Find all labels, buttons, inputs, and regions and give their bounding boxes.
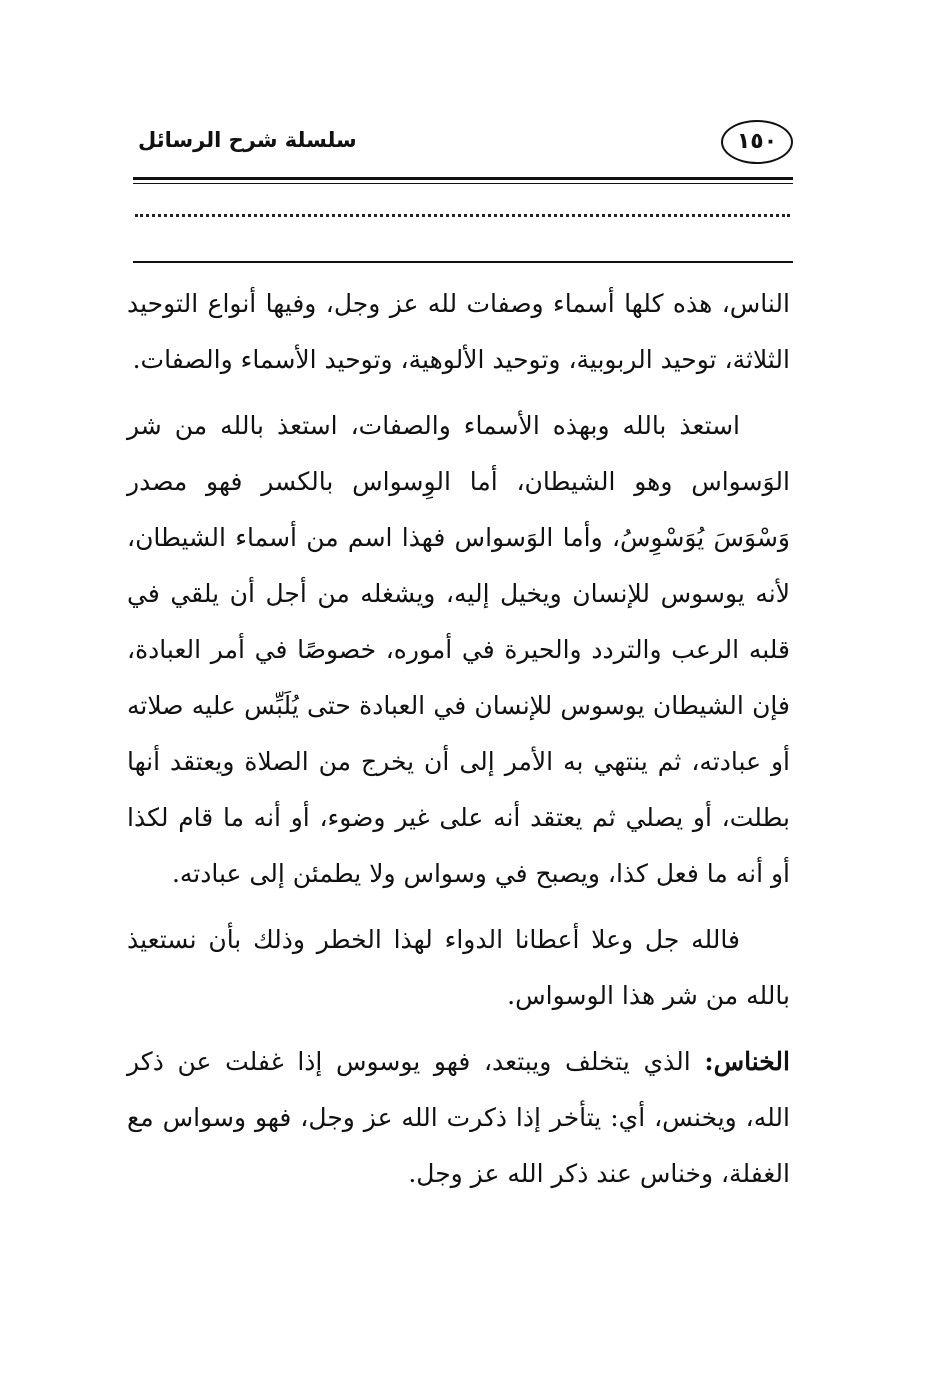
series-title: سلسلة شرح الرسائل	[138, 128, 357, 152]
page-header	[130, 118, 795, 170]
term-khannas: الخناس:	[704, 1047, 790, 1076]
paragraph-3: فالله جل وعلا أعطانا الدواء لهذا الخطر وذلك بأن نستعيذ بالله من شر هذا الوسواس.	[127, 925, 790, 1010]
paragraph-1: الناس، هذه كلها أسماء وصفات لله عز وجل، وفيها أنواع التوحيد الثلاثة، توحيد الربوبية، وتوحيد الألوهية، وتوحيد الأسماء والصفات.	[127, 289, 790, 374]
header-rule-thin	[133, 183, 793, 184]
paragraph-4-text: الذي يتخلف ويبتعد، فهو يوسوس إذا غفلت عن ذكر الله، ويخنس، أي: يتأخر إذا ذكرت الله عز وجل، فهو وسواس مع الغفلة، وخناس عند ذكر الله عز وجل.	[127, 1047, 790, 1188]
paragraph-2: استعذ بالله وبهذه الأسماء والصفات، استعذ بالله من شر الوَسواس وهو الشيطان، أما الوِسواس بالكسر فهو مصدر وَسْوَسَ يُوَسْوِسُ، وأما الوَسواس فهذا اسم من أسماء الشيطان، لأنه يوسوس للإنسان ويخيل إليه، ويشغله من أجل أن يلقي في قلبه الرعب والتردد والحيرة في أموره، خصوصًا في أمر العبادة، فإن الشيطان يوسوس للإنسان في العبادة حتى يُلَبِّس عليه صلاته أو عبادته، ثم ينتهي به الأمر إلى أن يخرج من الصلاة ويعتقد أنها بطلت، أو يصلي ثم يعتقد أنه على غير وضوء، أو أنه ما قام لكذا أو أنه ما فعل كذا، ويصبح في وسواس ولا يطمئن إلى عبادته.	[127, 411, 790, 888]
header-rule-thick	[133, 177, 793, 180]
body-text	[127, 276, 790, 1212]
dotted-separator	[135, 214, 790, 217]
paragraph-4	[127, 1034, 790, 1202]
page-number-oval	[721, 120, 793, 164]
section-rule	[133, 261, 793, 263]
page-number: ١٥٠	[736, 129, 778, 154]
